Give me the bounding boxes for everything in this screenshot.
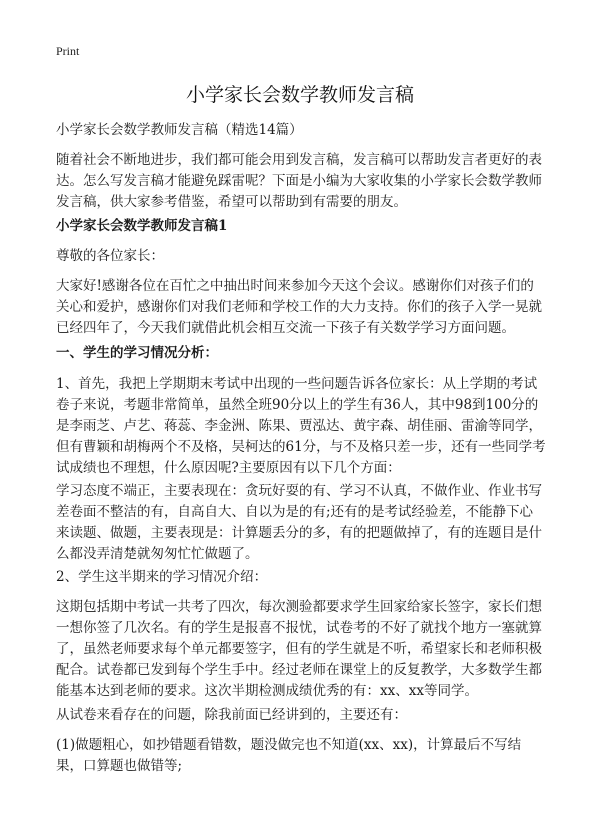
print-label[interactable]: Print: [56, 44, 80, 58]
paragraph-half-term-intro: 2、学生这半期来的学习情况介绍：: [56, 569, 268, 585]
paragraph-half-term-details: 这期包括期中考试一共考了四次，每次测验都要求学生回家给家长签字，家长们想一想你签了几次名。有的学生是报喜不报忧，试卷考的不好了就找个地方一塞就算了，虽然老师要求每个单元都要签字，但有的学生就是不听，希望家长和老师积极配合。试卷都已发到每个学生手中。经过老师在课堂上的反复教学，大多数学生都能基本达到老师的要求。这次半期检测成绩优秀的有：xx、xx等同学。: [56, 599, 542, 699]
paragraph-opening: 大家好!感谢各位在百忙之中抽出时间来参加今天这个会议。感谢你们对孩子们的关心和爱护，感谢你们对我们老师和学校工作的大力支持。你们的孩子入学一晃就已经四年了，今天我们就借此机会相互交流一下孩子有关数学学习方面问题。: [56, 278, 542, 336]
intro-paragraph: 随着社会不断地进步，我们都可能会用到发言稿，发言稿可以帮助发言者更好的表达。怎么写发言稿才能避免踩雷呢？下面是小编为大家收集的小学家长会数学教师发言稿，供大家参考借鉴，希望可以帮助到有需要的朋友。: [56, 152, 542, 210]
document-subtitle: 小学家长会数学教师发言稿（精选14篇）: [56, 122, 303, 138]
section-title: 小学家长会数学教师发言稿1: [56, 218, 228, 234]
greeting: 尊敬的各位家长：: [56, 248, 164, 264]
paragraph-exam-results: 1、首先，我把上学期期末考试中出现的一些问题告诉各位家长：从上学期的考试卷子来说，考题非常简单，虽然全班90分以上的学生有36人，其中98到100分的是李雨芝、卢艺、蒋蕊、李金洲、陈果、贾泓达、黄宇森、胡佳丽、雷渝等同学，但有曹颖和胡梅两个不及格，吴柯达的61分，与不及格只差一步，还有一些同学考试成绩也不理想，什么原因呢?主要原因有以下几个方面：: [56, 376, 546, 476]
paragraph-careless-mistakes: (1)做题粗心，如抄错题看错数，题没做完也不知道(xx、xx)，计算最后不写结果，口算题也做错等;: [56, 737, 522, 774]
heading-learning-analysis: 一、学生的学习情况分析：: [56, 345, 218, 361]
paragraph-attitude: 学习态度不端正，主要表现在：贪玩好耍的有、学习不认真，不做作业、作业书写差卷面不整洁的有，自高自大、自以为是的有;还有的是考试经验差，不能静下心来读题、做题，主要表现是：计算题丢分的多，有的把题做掉了，有的连题目是什么都没弄清楚就匆匆忙忙做题了。: [56, 483, 542, 562]
document-title: 小学家长会数学教师发言稿: [185, 84, 414, 106]
paragraph-problems: 从试卷来看存在的问题，除我前面已经讲到的，主要还有：: [56, 707, 407, 723]
